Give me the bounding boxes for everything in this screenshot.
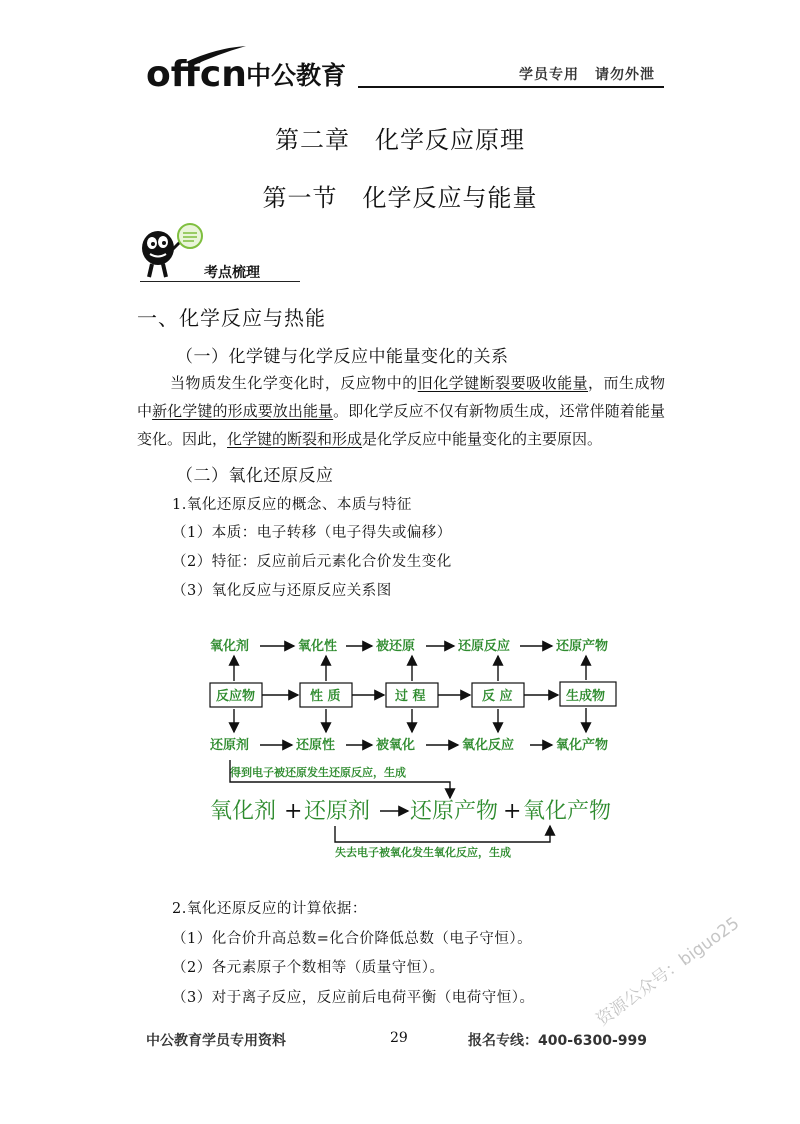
top-red-product: 还原产物 (556, 639, 609, 654)
bottom-oxidation: 氧化反应 (462, 738, 515, 753)
list-item: 2.氧化还原反应的计算依据： (172, 901, 367, 917)
heading-redox: （二）氧化还原反应 (176, 466, 334, 486)
list-item: 1.氧化还原反应的概念、本质与特征 (172, 497, 412, 513)
page-number: 29 (390, 1030, 408, 1046)
top-reduced: 被还原 (376, 639, 416, 654)
paragraph-bond-energy: 当物质发生化学变化时，反应物中的旧化学键断裂要吸收能量，而生成物中新化学键的形成要放出能量。即化学反应不仅有新物质生成，还常伴随着能量变化。因此，化学键的断裂和形成是化学反应中能量变化的主要原因。 (137, 374, 665, 448)
list-item: （3）氧化反应与还原反应关系图 (172, 583, 392, 599)
brand-latin: offcn (146, 54, 247, 92)
list-item: （3）对于离子反应，反应前后电荷平衡（电荷守恒）。 (172, 990, 535, 1006)
eq-plus-2: + (503, 799, 522, 824)
bottom-oxidized: 被氧化 (376, 738, 416, 753)
lose-electron-note: 失去电子被氧化发生氧化反应，生成 (335, 846, 511, 859)
redox-relationship-diagram (200, 620, 640, 870)
offcn-logo (146, 44, 356, 92)
top-oxidant: 氧化剂 (210, 639, 250, 654)
brand-cn: 中公教育 (246, 61, 347, 90)
bottom-reducing: 还原性 (296, 738, 336, 753)
underline-old-bond: 旧化学键断裂要吸收能量 (417, 374, 589, 392)
list-item: （1）本质：电子转移（电子得失或偏移） (172, 525, 452, 541)
list-item: （2）各元素原子个数相等（质量守恒）。 (172, 960, 445, 976)
mid-reaction: 反 应 (482, 689, 513, 704)
list-item: （2）特征：反应前后元素化合价发生变化 (172, 554, 452, 570)
mid-reactant: 反应物 (216, 689, 256, 704)
heading-thermal: 一、化学反应与热能 (137, 306, 326, 330)
mid-property: 性 质 (310, 689, 341, 704)
bottom-reductant: 还原剂 (210, 738, 250, 753)
mid-product: 生成物 (566, 689, 606, 704)
notice-no-leak: 请勿外泄 (595, 67, 655, 83)
review-rule (140, 281, 300, 282)
underline-break-form: 化学键的断裂和形成 (227, 430, 363, 448)
top-reduction: 还原反应 (458, 639, 511, 654)
underline-new-bond: 新化学键的形成要放出能量 (152, 402, 334, 420)
eq-red-product: 还原产物 (410, 799, 499, 824)
header-notice (519, 64, 655, 84)
mid-process: 过 程 (395, 689, 426, 704)
eq-oxidant: 氧化剂 (210, 799, 277, 824)
bottom-ox-product: 氧化产物 (556, 738, 609, 753)
mascot-icon (136, 222, 208, 280)
footer-left: 中公教育学员专用资料 (146, 1033, 286, 1049)
chapter-title: 第二章 化学反应原理 (275, 126, 525, 154)
heading-bond-energy: （一）化学键与化学反应中能量变化的关系 (176, 347, 509, 367)
watermark: 资源公众号：biguo25 (592, 913, 744, 1031)
review-label: 考点梳理 (204, 265, 260, 281)
gain-electron-note: 得到电子被还原发生还原反应，生成 (230, 766, 406, 779)
eq-reductant: 还原剂 (304, 799, 371, 824)
footer-hotline: 报名专线：400-6300-999 (468, 1033, 648, 1049)
top-oxidizing: 氧化性 (298, 639, 338, 654)
header-rule (358, 86, 664, 88)
list-item: （1）化合价升高总数=化合价降低总数（电子守恒）。 (172, 931, 533, 947)
eq-ox-product: 氧化产物 (523, 799, 612, 824)
section-title: 第一节 化学反应与能量 (262, 184, 538, 212)
notice-students-only: 学员专用 (519, 67, 579, 83)
eq-plus-1: + (284, 799, 303, 824)
